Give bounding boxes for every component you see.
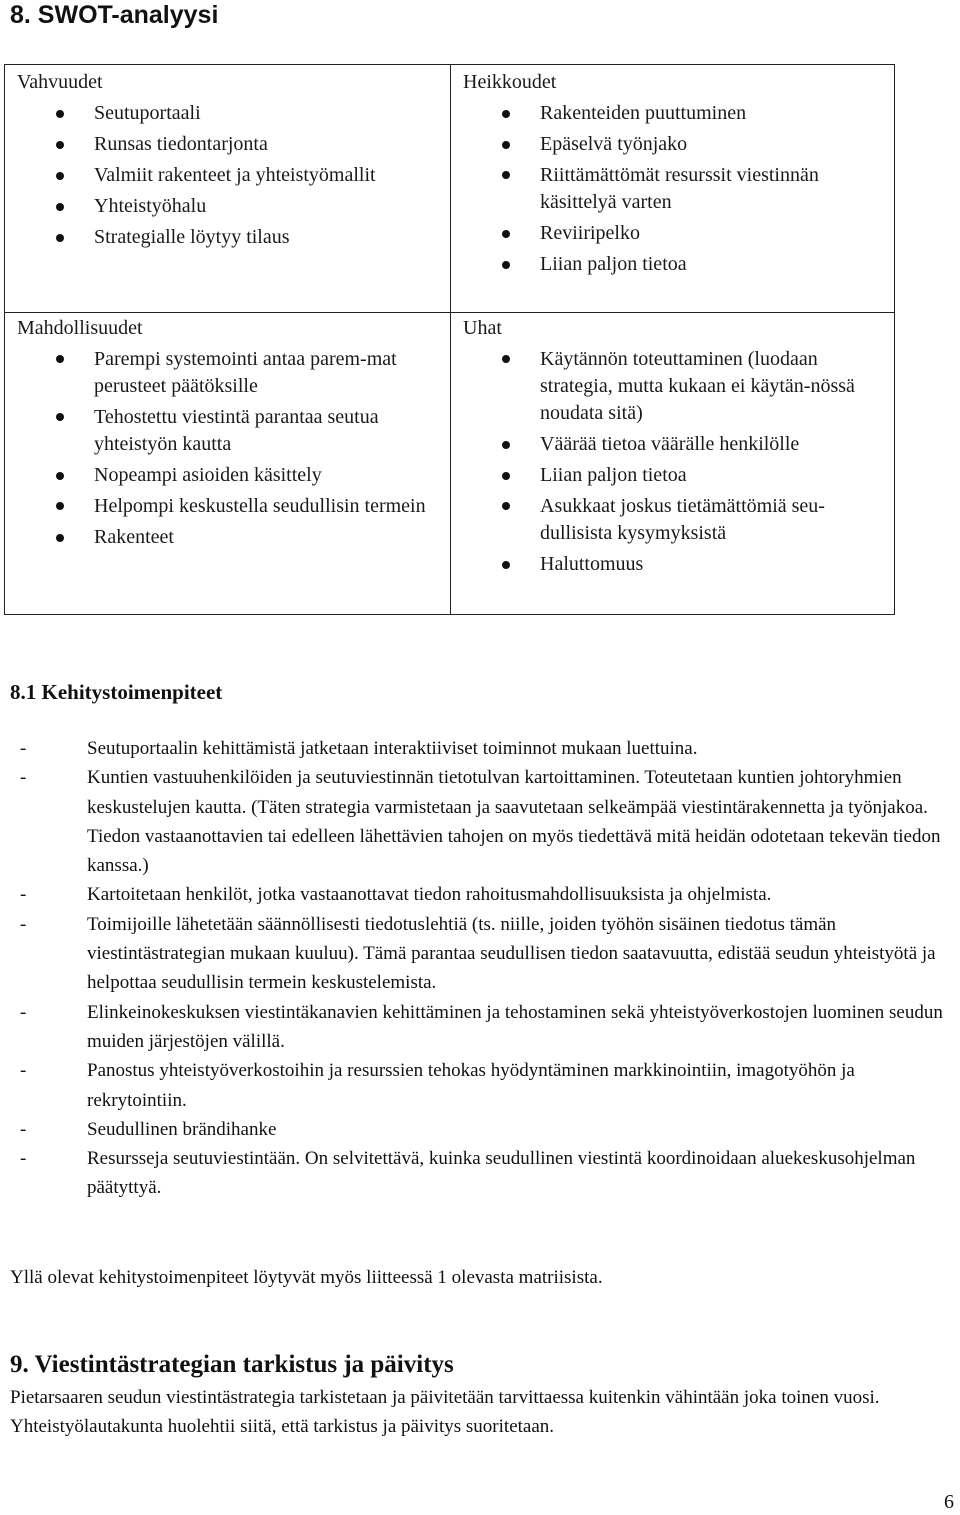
list-item-text: Rakenteet bbox=[94, 526, 174, 548]
list-item bbox=[457, 491, 887, 549]
dash-marker: - bbox=[20, 767, 27, 789]
list-item-text: Reviiripelko bbox=[540, 222, 640, 244]
bullet-icon bbox=[502, 171, 510, 179]
list-item bbox=[11, 129, 441, 160]
swot-strengths-title: Vahvuudet bbox=[17, 71, 103, 93]
list-item bbox=[11, 98, 441, 129]
list-item-text: Panostus yhteistyöverkostoihin ja resurssien tehokas hyödyntäminen markkinointiin, imagotyöhön ja rekrytointiin. bbox=[87, 1060, 855, 1111]
bullet-icon bbox=[502, 441, 510, 449]
swot-weaknesses-list bbox=[457, 98, 887, 280]
list-item-text: Epäselvä työnjako bbox=[540, 133, 688, 155]
bullet-icon bbox=[502, 261, 510, 269]
list-item bbox=[11, 491, 441, 522]
list-item bbox=[457, 460, 887, 491]
list-item-text: Tehostettu viestintä parantaa seutua yhteistyön kautta bbox=[94, 406, 379, 455]
list-item bbox=[10, 734, 950, 763]
list-item-text: Seutuportaali bbox=[94, 102, 201, 124]
bullet-icon bbox=[502, 472, 510, 480]
bullet-icon bbox=[56, 234, 64, 242]
list-item bbox=[10, 880, 950, 909]
list-item bbox=[11, 160, 441, 191]
swot-table bbox=[4, 64, 895, 615]
list-item bbox=[10, 1144, 950, 1203]
section-9-paragraph: Pietarsaaren seudun viestintästrategia tarkistetaan ja päivitetään tarvittaessa kuitenkin vähintään joka toinen vuosi. Yhteistyölautakunta huolehtii siitä, että tarkistus ja päivitys suoritetaan. bbox=[10, 1387, 880, 1437]
list-item-text: Väärää tietoa väärälle henkilölle bbox=[540, 433, 800, 455]
bullet-icon bbox=[56, 355, 64, 363]
dash-marker: - bbox=[20, 884, 27, 906]
list-item bbox=[457, 549, 887, 580]
bullet-icon bbox=[502, 141, 510, 149]
swot-weaknesses-title: Heikkoudet bbox=[463, 71, 557, 93]
list-item-text: Haluttomuus bbox=[540, 553, 644, 575]
list-item-text: Parempi systemointi antaa parem-mat perusteet päätöksille bbox=[94, 348, 397, 397]
list-item-text: Kartoitetaan henkilöt, jotka vastaanottavat tiedon rahoitusmahdollisuuksista ja ohjelmista. bbox=[87, 884, 772, 906]
list-item bbox=[10, 1115, 950, 1144]
bullet-icon bbox=[56, 141, 64, 149]
dash-marker: - bbox=[20, 913, 27, 935]
list-item bbox=[10, 1056, 950, 1115]
bullet-icon bbox=[56, 534, 64, 542]
list-item bbox=[457, 344, 887, 429]
list-item-text: Yhteistyöhalu bbox=[94, 195, 207, 217]
list-item bbox=[457, 249, 887, 280]
list-item bbox=[457, 218, 887, 249]
swot-threats-list bbox=[457, 344, 887, 580]
swot-threats-title: Uhat bbox=[463, 317, 502, 339]
swot-strengths-cell bbox=[11, 67, 441, 253]
list-item bbox=[457, 160, 887, 218]
bullet-icon bbox=[502, 110, 510, 118]
list-item-text: Helpompi keskustella seudullisin termein bbox=[94, 495, 426, 517]
bullet-icon bbox=[56, 203, 64, 211]
page-number: 6 bbox=[944, 1491, 954, 1513]
list-item-text: Valmiit rakenteet ja yhteistyömallit bbox=[94, 164, 376, 186]
list-item-text: Resursseja seutuviestintään. On selvitettävä, kuinka seudullinen viestintä koordinoidaan aluekeskusohjelman päätyttyä. bbox=[87, 1148, 916, 1199]
list-item bbox=[10, 763, 950, 880]
list-item-text: Strategialle löytyy tilaus bbox=[94, 226, 290, 248]
list-item bbox=[457, 98, 887, 129]
swot-opportunities-title: Mahdollisuudet bbox=[17, 317, 143, 339]
list-item-text: Kuntien vastuuhenkilöiden ja seutuviestinnän tietotulvan kartoittaminen. Toteutetaan kuntien johtoryhmien keskustelujen kautta. (Täten strategia varmistetaan ja saavutetaan selkeämpää viestintärakennetta ja työnjakoa. Tiedon vastaanottavien tai edelleen lähettävien tahojen on myös tiedettävä mitä heidän odotetaan tekevän tiedon kanssa.) bbox=[87, 767, 941, 877]
swot-threats-cell bbox=[457, 313, 887, 580]
list-item bbox=[10, 998, 950, 1057]
list-item-text: Liian paljon tietoa bbox=[540, 464, 687, 486]
section-8-1-heading: 8.1 Kehitystoimenpiteet bbox=[10, 680, 223, 704]
list-item bbox=[11, 460, 441, 491]
list-item-text: Seutuportaalin kehittämistä jatketaan interaktiiviset toiminnot mukaan luettuina. bbox=[87, 738, 698, 759]
list-item bbox=[457, 129, 887, 160]
dash-marker: - bbox=[20, 1148, 27, 1170]
list-item bbox=[10, 910, 950, 998]
bullet-icon bbox=[56, 110, 64, 118]
section-9-heading: 9. Viestintästrategian tarkistus ja päivitys bbox=[10, 1351, 454, 1378]
dash-marker: - bbox=[20, 1060, 27, 1082]
swot-weaknesses-cell bbox=[457, 67, 887, 280]
list-item-text: Käytännön toteuttaminen (luodaan strategia, mutta kukaan ei käytän-nössä noudata sitä) bbox=[540, 348, 855, 424]
bullet-icon bbox=[56, 172, 64, 180]
list-item-text: Runsas tiedontarjonta bbox=[94, 133, 268, 155]
list-item bbox=[11, 191, 441, 222]
list-item-text: Asukkaat joskus tietämättömiä seu-dullisista kysymyksistä bbox=[540, 495, 825, 544]
dash-marker: - bbox=[20, 738, 27, 759]
page-heading: 8. SWOT-analyysi bbox=[10, 1, 219, 29]
bullet-icon bbox=[502, 230, 510, 238]
bullet-icon bbox=[502, 502, 510, 510]
list-item bbox=[11, 344, 441, 402]
swot-opportunities-list bbox=[11, 344, 441, 553]
list-item-text: Liian paljon tietoa bbox=[540, 253, 687, 275]
bullet-icon bbox=[502, 355, 510, 363]
matrix-note: Yllä olevat kehitystoimenpiteet löytyvät myös liitteessä 1 olevasta matriisista. bbox=[10, 1267, 603, 1288]
dash-marker: - bbox=[20, 1001, 27, 1023]
bullet-icon bbox=[502, 561, 510, 569]
list-item-text: Seudullinen brändihanke bbox=[87, 1118, 277, 1140]
bullet-icon bbox=[56, 502, 64, 510]
table-divider-vertical bbox=[450, 65, 451, 614]
list-item bbox=[11, 222, 441, 253]
list-item-text: Riittämättömät resurssit viestinnän käsittelyä varten bbox=[540, 164, 819, 213]
bullet-icon bbox=[56, 472, 64, 480]
list-item-text: Nopeampi asioiden käsittely bbox=[94, 464, 322, 486]
development-actions-list bbox=[10, 734, 950, 1203]
list-item-text: Rakenteiden puuttuminen bbox=[540, 102, 747, 124]
swot-opportunities-cell bbox=[11, 313, 441, 553]
list-item bbox=[457, 429, 887, 460]
list-item-text: Toimijoille lähetetään säännöllisesti tiedotuslehtiä (ts. niille, joiden työhön sisäinen tiedotus tämän viestintästrategian mukaan kuuluu). Tämä parantaa seudullisen tiedon saatavuutta, edistää seudun yhteistyötä ja helpottaa seudullisin termein keskustelemista. bbox=[87, 913, 936, 994]
list-item-text: Elinkeinokeskuksen viestintäkanavien kehittäminen ja tehostaminen sekä yhteistyöverkostojen luominen seudun muiden järjestöjen välillä. bbox=[87, 1001, 943, 1052]
dash-marker: - bbox=[20, 1118, 27, 1140]
swot-strengths-list bbox=[11, 98, 441, 253]
list-item bbox=[11, 522, 441, 553]
list-item bbox=[11, 402, 441, 460]
bullet-icon bbox=[56, 413, 64, 421]
